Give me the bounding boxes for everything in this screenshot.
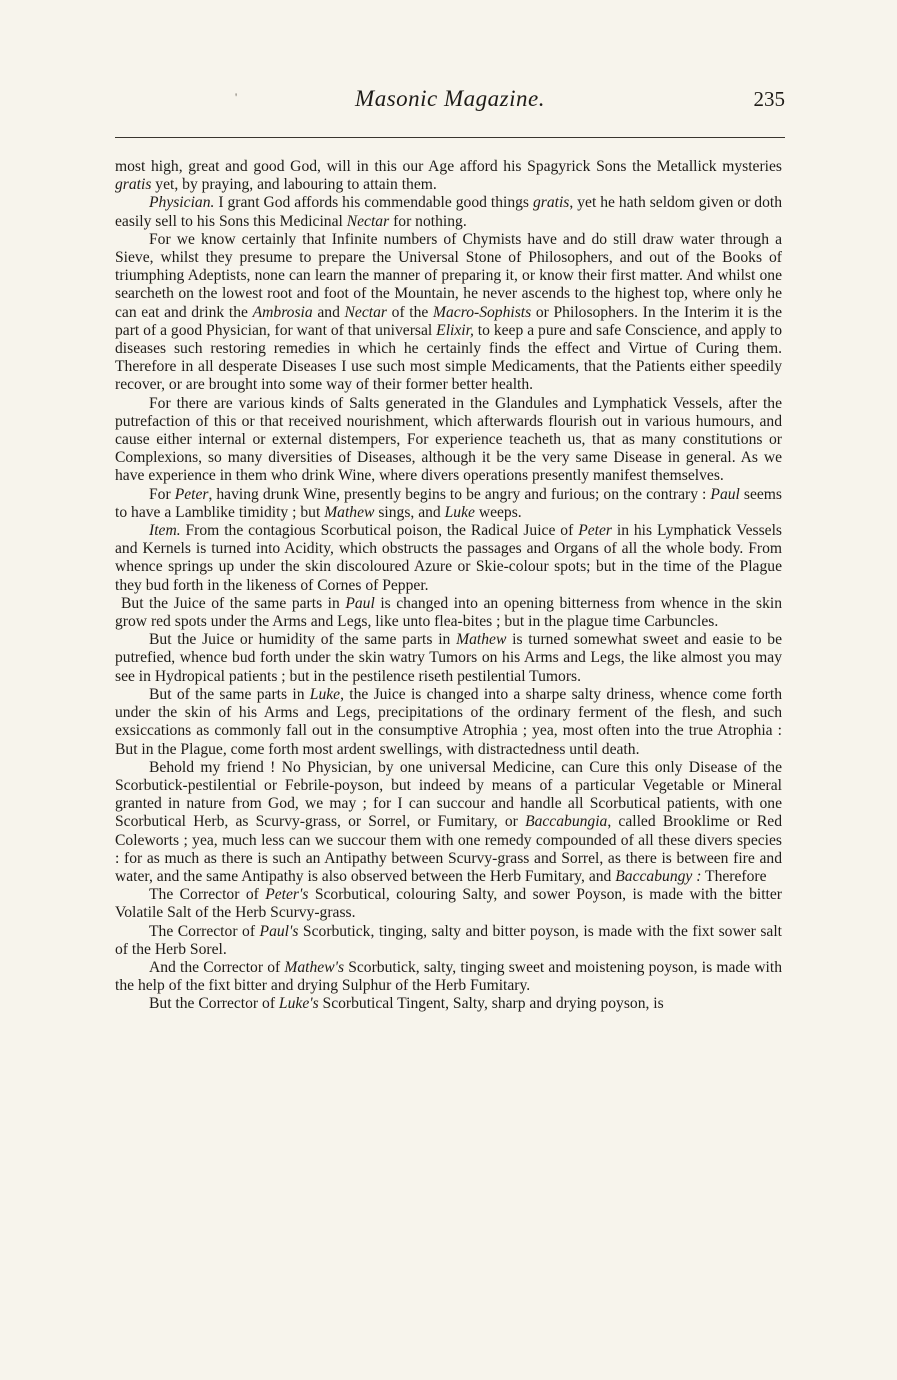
italic-text: Luke [444, 503, 475, 521]
header-rule [115, 137, 785, 138]
text-run: I grant God affords his commendable good things [214, 194, 533, 212]
italic-text: Peter [578, 522, 612, 540]
text-run: But the Juice or humidity of the same parts in [149, 631, 457, 649]
text-run: is turned somewhat sweet and easie to be putrefied, whence bud forth under the skin watry Tumors on his Arms and Legs, the like almost you may see in Hydropical patients ; but in the pestilence riseth pestilential Tumors. [115, 631, 783, 685]
italic-text: Paul [345, 594, 375, 612]
text-run: Scorbutick, salty, tinging sweet and moistening poyson, is made with the help of the fixt bitter and drying Sulphur of the Herb Fumitary. [115, 958, 782, 995]
paragraph [115, 759, 782, 886]
running-header [115, 86, 785, 116]
italic-text: gratis [115, 176, 152, 194]
text-run: For there are various kinds of Salts generated in the Glandules and Lymphatick Vessels, after the putrefaction of this or that received nourishment, which afterwards flourish out in various humours, and cause either internal or external distempers, For experience teacheth us, that as many constitutions or Complexions, so many diversities of Diseases, although it be the very same Disease in general. As we have experience in them who drink Wine, where divers operations presently manifest themselves. [115, 394, 782, 485]
paragraph [115, 995, 782, 1013]
paragraph [115, 686, 782, 759]
italic-text: Baccabungia [525, 813, 608, 831]
page-number: 235 [753, 87, 785, 111]
text-run: is changed into an opening bitterness from whence in the skin grow red spots under the Arms and Legs, like unto flea-bites ; but in the plague time Carbuncles. [115, 594, 782, 631]
paragraph [115, 231, 782, 395]
text-run: But of the same parts in [149, 685, 310, 703]
text-run: of the [386, 303, 434, 321]
italic-text: Luke [309, 685, 341, 703]
italic-text: Ambrosia [252, 303, 313, 321]
text-run: Behold my friend ! No Physician, by one universal Medicine, can Cure this only Disease of the Scorbutick-pestilential or Febrile-poyson, but indeed by means of a particular Vegetable or Mineral granted in nature from God, we may ; for I can succour and handle all Scorbutical patients, with one Scorbutical Herb, as Scurvy-grass, or Sorrel, or Fumitary, or [115, 758, 782, 831]
text-run: in his Lymphatick Vessels and Kernels is turned into Acidity, which obstructs the passages and Organs of all the whole body. From whence springs up under the skin discoloured Azure or Skie-colour spots; but in the time of the Plague they bud forth in the likeness of Cornes of Pepper. [115, 522, 782, 594]
italic-text: gratis [532, 194, 570, 212]
text-run: and [312, 303, 345, 321]
running-title: Masonic Magazine. [355, 86, 545, 111]
italic-text: Elixir, [436, 321, 474, 339]
text-run: But the Corrector of [149, 995, 279, 1013]
text-run: Scorbutical, colouring Salty, and sower Poyson, is made with the bitter Volatile Salt of the Herb Scurvy-grass. [115, 886, 782, 922]
italic-text: Physician. [149, 194, 215, 212]
paragraph [115, 395, 782, 486]
italic-text: Peter [174, 485, 209, 503]
text-run: to keep a pure and safe Conscience, and apply to diseases such restoring remedies in which he certainly finds the effect and Virtue of Curing them. Therefore in all desperate Diseases I use such most simple Medicaments, that the Patients either speedily recover, or are brought into some way of their former better health. [115, 321, 782, 394]
text-run: And the Corrector of [149, 958, 285, 976]
text-run: for nothing. [389, 212, 467, 230]
italic-text: Mathew [324, 503, 375, 521]
text-run: weeps. [474, 503, 522, 521]
italic-text: Luke's [278, 995, 319, 1013]
paragraph [115, 486, 782, 522]
text-run: The Corrector of [149, 922, 260, 940]
paragraph [115, 959, 782, 995]
text-run: Therefore [701, 867, 767, 885]
paragraph [115, 595, 782, 631]
italic-text: Item. [149, 522, 181, 540]
text-run: sings, and [374, 503, 445, 521]
text-run: , yet he hath seldom given or doth easily sell to his Sons this Medicinal [115, 194, 782, 230]
text-run: , having drunk Wine, presently begins to be angry and furious; on the contrary : [208, 485, 711, 503]
paragraph [115, 631, 782, 686]
text-run: Scorbutick, tinging, salty and bitter poyson, is made with the fixt sower salt of the Herb Sorel. [115, 922, 782, 958]
text-run: yet, by praying, and labouring to attain them. [151, 176, 437, 194]
italic-text: Baccabungy : [615, 867, 702, 885]
text-run: , called Brooklime or Red Coleworts ; yea, much less can we succour them with one remedy compounded of all these divers species : for as much as there is such an Antipathy between Scurvy-grass and Sorrel, as there is between fire and water, and the same Antipathy is also observed between the Herb Fumitary, and [115, 813, 782, 885]
italic-text: Mathew [456, 631, 507, 649]
italic-text: Peter's [265, 886, 309, 904]
paragraph [115, 923, 782, 959]
text-run: most high, great and good God, will in this our Age afford his Spagyrick Sons the Metallick mysteries [115, 158, 782, 175]
italic-text: Paul's [259, 922, 299, 940]
text-run: But the Juice of the same parts in [121, 594, 346, 612]
italic-text: Paul [710, 485, 740, 503]
italic-text: Mathew's [284, 958, 345, 976]
paragraph [115, 194, 782, 230]
text-run: , the Juice is changed into a sharpe salty driness, whence come forth under the skin of his Arms and Legs, precipitations of the ordinary ferment of the flesh, and such exsiccations as commonly fall out in the consumptive Atrophia ; yea, most often into the true Atrophia : But in the Plague, come forth most ardent swellings, with distractedness until death. [115, 685, 782, 758]
paragraph [115, 886, 782, 922]
italic-text: Macro-Sophists [433, 303, 532, 321]
italic-text: Nectar [344, 303, 387, 321]
text-run: For we know certainly that Infinite numbers of Chymists have and do still draw water through a Sieve, whilst they presume to prepare the Universal Stone of Philosophers, and out of the Books of triumphing Adeptists, none can learn the manner of preparing it, or know their first matter. And whilst one searcheth on the lowest root and foot of the Mountain, he never ascends to the highest top, where only he can eat and drink the [115, 230, 782, 321]
text-run: From the contagious Scorbutical poison, the Radical Juice of [180, 522, 579, 540]
text-run: Scorbutical Tingent, Salty, sharp and drying poyson, is [318, 995, 664, 1013]
paragraph [115, 158, 782, 194]
text-run: For [149, 485, 175, 503]
text-run: The Corrector of [149, 886, 266, 904]
text-run: or Philosophers. In the Interim it is the part of a good Physician, for want of that universal [115, 303, 783, 339]
paragraph [115, 522, 782, 595]
text-run: seems to have a Lamblike timidity ; but [115, 485, 783, 521]
italic-text: Nectar [346, 212, 390, 230]
article-body [115, 158, 782, 1014]
stray-mark: ' [235, 90, 238, 104]
